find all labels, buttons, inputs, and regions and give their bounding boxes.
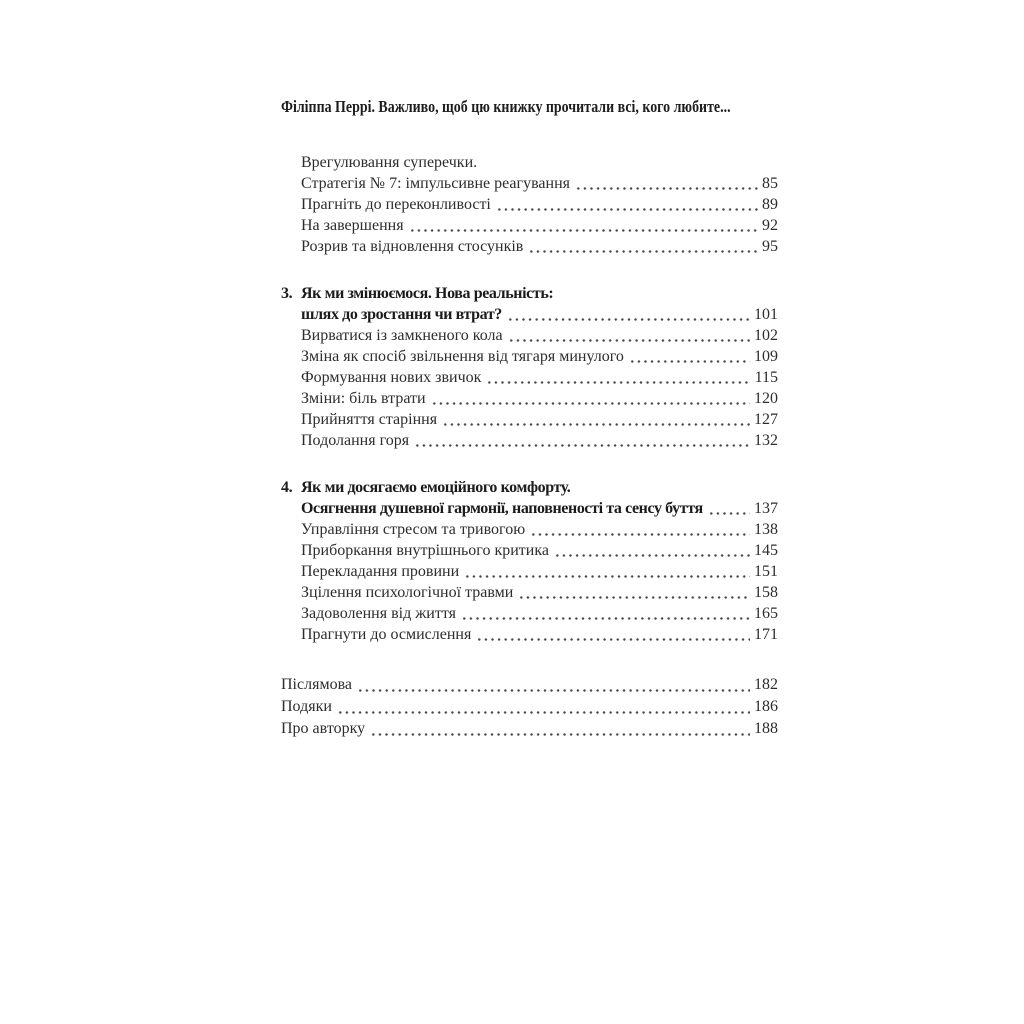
entry-line [301,388,778,409]
toc-section [281,152,778,257]
dot-leader [407,215,758,236]
entry-title: Формування нових звичок [301,369,482,386]
entry-line [281,674,778,696]
chapter-number: 4. [281,479,293,496]
page-number: 132 [754,432,778,449]
toc-entry [281,367,778,388]
toc-entry [281,346,778,367]
toc-entry [281,696,778,718]
chapter-heading-line [281,283,778,304]
toc-entry [281,624,778,645]
entry-title: Післямова [281,676,353,693]
dot-leader [335,696,750,718]
entry-title: Приборкання внутрішнього критика [301,542,549,559]
entry-line [301,430,778,451]
chapter-title: шлях до зростання чи втрат? [301,306,502,323]
entry-line [301,215,778,236]
toc-entry [281,325,778,346]
dot-leader [494,194,758,215]
toc-entry [281,582,778,603]
entry-line [301,582,778,603]
dot-leader [506,325,750,346]
chapter-number: 3. [281,285,293,302]
toc-entry [281,409,778,430]
entry-line [281,696,778,718]
entry-line [281,718,778,740]
page-number: 182 [754,676,778,693]
entry-title: Управління стресом та тривогою [301,521,526,538]
dot-leader [355,674,750,696]
entry-title: Вирватися із замкненого кола [301,327,503,344]
toc-entry [281,388,778,409]
entry-title: Зцілення психологічної травми [301,584,514,601]
toc-entry [281,540,778,561]
toc-section [281,283,778,451]
dot-leader [474,624,750,645]
toc-entry [281,718,778,740]
dot-leader [706,498,750,519]
entry-title: Задоволення від життя [301,605,456,622]
entry-line [301,603,778,624]
page-number: 127 [754,411,778,428]
toc-section [281,477,778,645]
page-number: 165 [754,605,778,622]
page-number: 89 [762,196,778,213]
entry-line [301,624,778,645]
page-number: 137 [754,500,778,517]
entry-title: Прийняття старіння [301,411,438,428]
entry-line [301,409,778,430]
page-number: 186 [754,698,778,715]
chapter-title: Як ми змінюємося. Нова реальність: [301,285,554,302]
page-number: 151 [754,563,778,580]
entry-title: Подолання горя [301,432,410,449]
dot-leader [429,388,750,409]
entry-line [301,194,778,215]
entry-title: Перекладання провини [301,563,460,580]
entry-title: Подяки [281,698,332,715]
page-number: 120 [754,390,778,407]
toc-entry [281,236,778,257]
entry-title: Зміна як спосіб звільнення від тягаря минулого [301,348,624,365]
page-number: 101 [754,306,778,323]
dot-leader [440,409,750,430]
entry-line [301,561,778,582]
toc-section [281,674,778,740]
chapter-heading-line [281,304,778,325]
toc-entry [281,152,778,194]
toc-entry [281,215,778,236]
dot-leader [412,430,750,451]
entry-title: Прагніть до переконливості [301,196,491,213]
entry-title: Прагнути до осмислення [301,626,472,643]
dot-leader [627,346,750,367]
dot-leader [368,718,750,740]
page-number: 138 [754,521,778,538]
page-number: 158 [754,584,778,601]
chapter-heading-line [281,498,778,519]
entry-line [301,173,778,194]
dot-leader [462,561,750,582]
dot-leader [528,519,750,540]
toc-entry [281,519,778,540]
page-number: 92 [762,217,778,234]
dot-leader [516,582,750,603]
entry-line [301,236,778,257]
entry-line [301,540,778,561]
entry-title: На завершення [301,217,404,234]
page-number: 115 [754,369,778,386]
entry-title: Про авторку [281,720,366,737]
toc-entry [281,674,778,696]
dot-leader [505,304,750,325]
entry-line [301,325,778,346]
dot-leader [484,367,750,388]
chapter-title: Осягнення душевної гармонії, наповненості та сенсу буття [301,500,703,517]
running-header: Філіппа Перрі. Важливо, щоб цю книжку прочитали всі, кого любите... [281,97,731,116]
entry-title: Зміни: біль втрати [301,390,426,407]
toc-entry [281,194,778,215]
chapter-title: Як ми досягаємо емоційного комфорту. [301,479,571,496]
toc-entry [281,430,778,451]
chapter-heading [281,477,778,519]
dot-leader [526,236,758,257]
table-of-contents [281,152,778,740]
dot-leader [573,173,758,194]
page-number: 102 [754,327,778,344]
page-number: 95 [762,238,778,255]
dot-leader [459,603,750,624]
page-number: 109 [754,348,778,365]
entry-title: Врегулювання суперечки. [301,154,478,171]
page-number: 145 [754,542,778,559]
entry-line [301,346,778,367]
page-number: 188 [754,720,778,737]
toc-entry [281,561,778,582]
page-number: 85 [762,175,778,192]
entry-line [301,519,778,540]
dot-leader [552,540,750,561]
toc-entry [281,603,778,624]
chapter-heading [281,283,778,325]
entry-line [301,152,778,173]
entry-line [301,367,778,388]
entry-title: Розрив та відновлення стосунків [301,238,524,255]
page-number: 171 [754,626,778,643]
entry-title: Стратегія № 7: імпульсивне реагування [301,175,570,192]
chapter-heading-line [281,477,778,498]
